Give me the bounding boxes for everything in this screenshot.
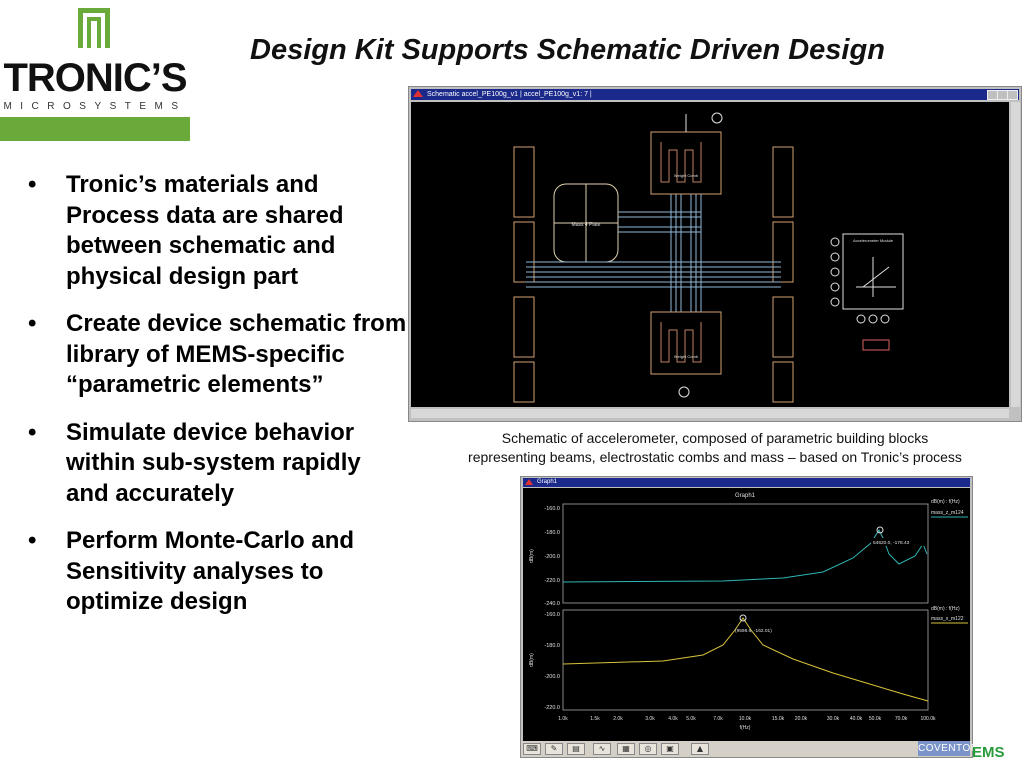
xtick: 50.0k <box>868 716 882 722</box>
bullet-marker: • <box>28 527 37 554</box>
top-panel-frame <box>563 504 928 603</box>
graph-window <box>520 476 979 758</box>
logo-name: TRONIC’S <box>3 56 187 100</box>
bullet-marker: • <box>28 418 37 446</box>
xtick: 3.0k <box>645 716 655 722</box>
horizontal-scrollbar[interactable] <box>411 409 1009 418</box>
xtick: 5.0k <box>686 716 696 722</box>
schematic-caption <box>408 429 1022 467</box>
calculator-icon[interactable]: ▦ <box>617 743 635 755</box>
bullet-marker: • <box>28 171 37 198</box>
bullet-item <box>28 170 408 292</box>
bullet-item <box>28 526 408 618</box>
xtick: 70.0k <box>894 716 908 722</box>
xtick: 2.0k <box>613 716 623 722</box>
accelerometer-block-label: Accelerometer Module <box>852 238 894 243</box>
tronics-logo <box>0 0 190 142</box>
top-ytick: -240.0 <box>544 601 560 607</box>
window-controls <box>987 90 1017 99</box>
bottom-ytick: -160.0 <box>544 612 560 618</box>
bottom-panel-frame <box>563 610 928 710</box>
top-comb-label: Weight Comb <box>673 173 699 178</box>
footer-ems: EMS <box>972 744 1005 761</box>
xtick: 7.0k <box>713 716 723 722</box>
bottom-marker-label: (9598.6, -162.01) <box>735 629 772 634</box>
graph-icon[interactable]: ◎ <box>639 743 657 755</box>
pen-icon[interactable]: ✎ <box>545 743 563 755</box>
bullet-text: Create device schematic from library of MEMS-specific “parametric elements” <box>66 310 407 398</box>
bottom-comb-label: Weight Comb <box>673 354 699 359</box>
close-icon[interactable] <box>1007 90 1018 100</box>
bullet-text: Simulate device behavior within sub-system rapidly and accurately <box>66 418 361 507</box>
xtick: 15.0k <box>771 716 785 722</box>
bottom-legend-title: dB(m) : f(Hz) <box>931 606 960 612</box>
top-ytick: -200.0 <box>544 554 560 560</box>
graph-toolbar <box>521 741 979 757</box>
mass-block-label: Mass 4 Plate <box>571 222 601 228</box>
xtick: 30.0k <box>826 716 840 722</box>
top-ytick: -220.0 <box>544 578 560 584</box>
matlab-icon[interactable]: ▲ <box>691 743 709 755</box>
top-curve <box>563 530 927 582</box>
caption-line: representing beams, electrostatic combs and mass – based on Tronic’s process <box>468 449 962 465</box>
xtick: 1.0k <box>558 716 568 722</box>
bottom-ylabel: dB(m) <box>529 653 535 667</box>
xtick: 100.0k <box>920 716 936 722</box>
xtick: 4.0k <box>668 716 678 722</box>
top-ytick: -160.0 <box>544 506 560 512</box>
bullet-item <box>28 418 408 510</box>
schematic-window <box>408 86 1022 422</box>
bullet-item <box>28 309 408 401</box>
top-legend-title: dB(m) : f(Hz) <box>931 499 960 505</box>
chip-icon[interactable]: ▣ <box>661 743 679 755</box>
caption-line: Schematic of accelerometer, composed of parametric building blocks <box>501 430 929 446</box>
bullet-text: Perform Monte-Carlo and Sensitivity analyses to optimize design <box>66 527 355 615</box>
bullet-list <box>28 170 408 635</box>
bottom-legend-item: mass_x_m122 <box>931 616 964 622</box>
graph-canvas[interactable] <box>523 488 970 742</box>
graph-titlebar: Graph1 <box>523 478 970 487</box>
top-ylabel: dB(m) <box>529 549 535 563</box>
bullet-text: Tronic’s materials and Process data are shared between schematic and physical design part <box>66 171 344 290</box>
tronics-mark-icon <box>76 8 112 48</box>
curve-icon[interactable]: ∿ <box>593 743 611 755</box>
bottom-ytick: -180.0 <box>544 643 560 649</box>
schematic-drawing <box>411 102 1009 407</box>
bottom-ytick: -220.0 <box>544 705 560 711</box>
schematic-titlebar: Schematic accel_PE100g_v1 | accel_PE100g_v1: 7 | <box>411 89 1019 100</box>
bottom-ytick: -200.0 <box>544 674 560 680</box>
window-icon[interactable]: ▤ <box>567 743 585 755</box>
xtick: 1.5k <box>590 716 600 722</box>
bullet-marker: • <box>28 310 37 337</box>
keyboard-icon[interactable]: ⌨ <box>523 743 541 755</box>
logo-green-bar <box>0 117 190 141</box>
graph-plot <box>523 488 970 742</box>
top-ytick: -180.0 <box>544 530 560 536</box>
xlabel: f(Hz) <box>739 725 751 731</box>
slide-title: Design Kit Supports Schematic Driven Design <box>250 34 885 66</box>
coventor-badge: COVENTOR <box>918 743 979 754</box>
top-legend-item: mass_z_m124 <box>931 510 964 516</box>
app-icon <box>413 90 423 98</box>
graph-title: Graph1 <box>734 493 756 499</box>
schematic-canvas[interactable] <box>411 102 1009 407</box>
top-marker-label: 54620.0, -178.43 <box>873 541 910 546</box>
graph-app-icon <box>525 479 533 486</box>
logo-subtitle: MICROSYSTEMS <box>3 101 187 112</box>
vertical-scrollbar[interactable] <box>1011 102 1020 407</box>
xtick: 20.0k <box>794 716 808 722</box>
xtick: 40.0k <box>849 716 863 722</box>
xtick: 10.0k <box>738 716 752 722</box>
